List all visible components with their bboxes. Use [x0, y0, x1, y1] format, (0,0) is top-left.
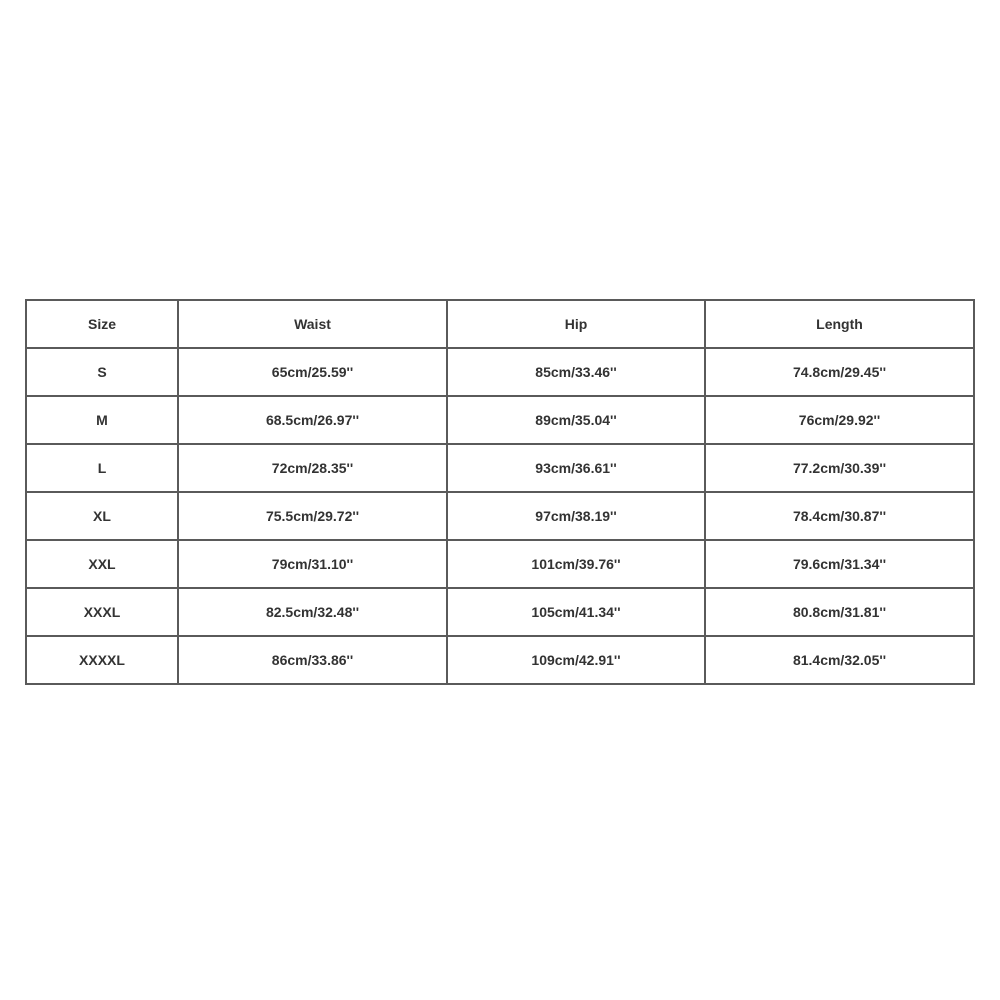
cell-hip: 97cm/38.19'' [447, 492, 705, 540]
size-chart-table [25, 299, 975, 685]
header-length: Length [705, 300, 974, 348]
cell-size: XXXL [26, 588, 178, 636]
header-row [26, 300, 974, 348]
cell-size: M [26, 396, 178, 444]
cell-waist: 82.5cm/32.48'' [178, 588, 447, 636]
cell-length: 76cm/29.92'' [705, 396, 974, 444]
table-body [26, 348, 974, 684]
cell-size: S [26, 348, 178, 396]
cell-length: 78.4cm/30.87'' [705, 492, 974, 540]
cell-waist: 86cm/33.86'' [178, 636, 447, 684]
cell-hip: 105cm/41.34'' [447, 588, 705, 636]
cell-waist: 75.5cm/29.72'' [178, 492, 447, 540]
cell-length: 74.8cm/29.45'' [705, 348, 974, 396]
cell-length: 80.8cm/31.81'' [705, 588, 974, 636]
table-row [26, 492, 974, 540]
table-row [26, 396, 974, 444]
header-size: Size [26, 300, 178, 348]
cell-waist: 65cm/25.59'' [178, 348, 447, 396]
table-row [26, 540, 974, 588]
cell-length: 81.4cm/32.05'' [705, 636, 974, 684]
table-header [26, 300, 974, 348]
header-waist: Waist [178, 300, 447, 348]
cell-hip: 101cm/39.76'' [447, 540, 705, 588]
table-row [26, 588, 974, 636]
cell-size: XL [26, 492, 178, 540]
cell-size: XXXXL [26, 636, 178, 684]
cell-waist: 79cm/31.10'' [178, 540, 447, 588]
table-row [26, 636, 974, 684]
cell-hip: 109cm/42.91'' [447, 636, 705, 684]
cell-size: XXL [26, 540, 178, 588]
table-row [26, 348, 974, 396]
cell-hip: 93cm/36.61'' [447, 444, 705, 492]
cell-hip: 85cm/33.46'' [447, 348, 705, 396]
header-hip: Hip [447, 300, 705, 348]
cell-hip: 89cm/35.04'' [447, 396, 705, 444]
cell-waist: 72cm/28.35'' [178, 444, 447, 492]
cell-size: L [26, 444, 178, 492]
cell-length: 79.6cm/31.34'' [705, 540, 974, 588]
table-row [26, 444, 974, 492]
cell-length: 77.2cm/30.39'' [705, 444, 974, 492]
cell-waist: 68.5cm/26.97'' [178, 396, 447, 444]
